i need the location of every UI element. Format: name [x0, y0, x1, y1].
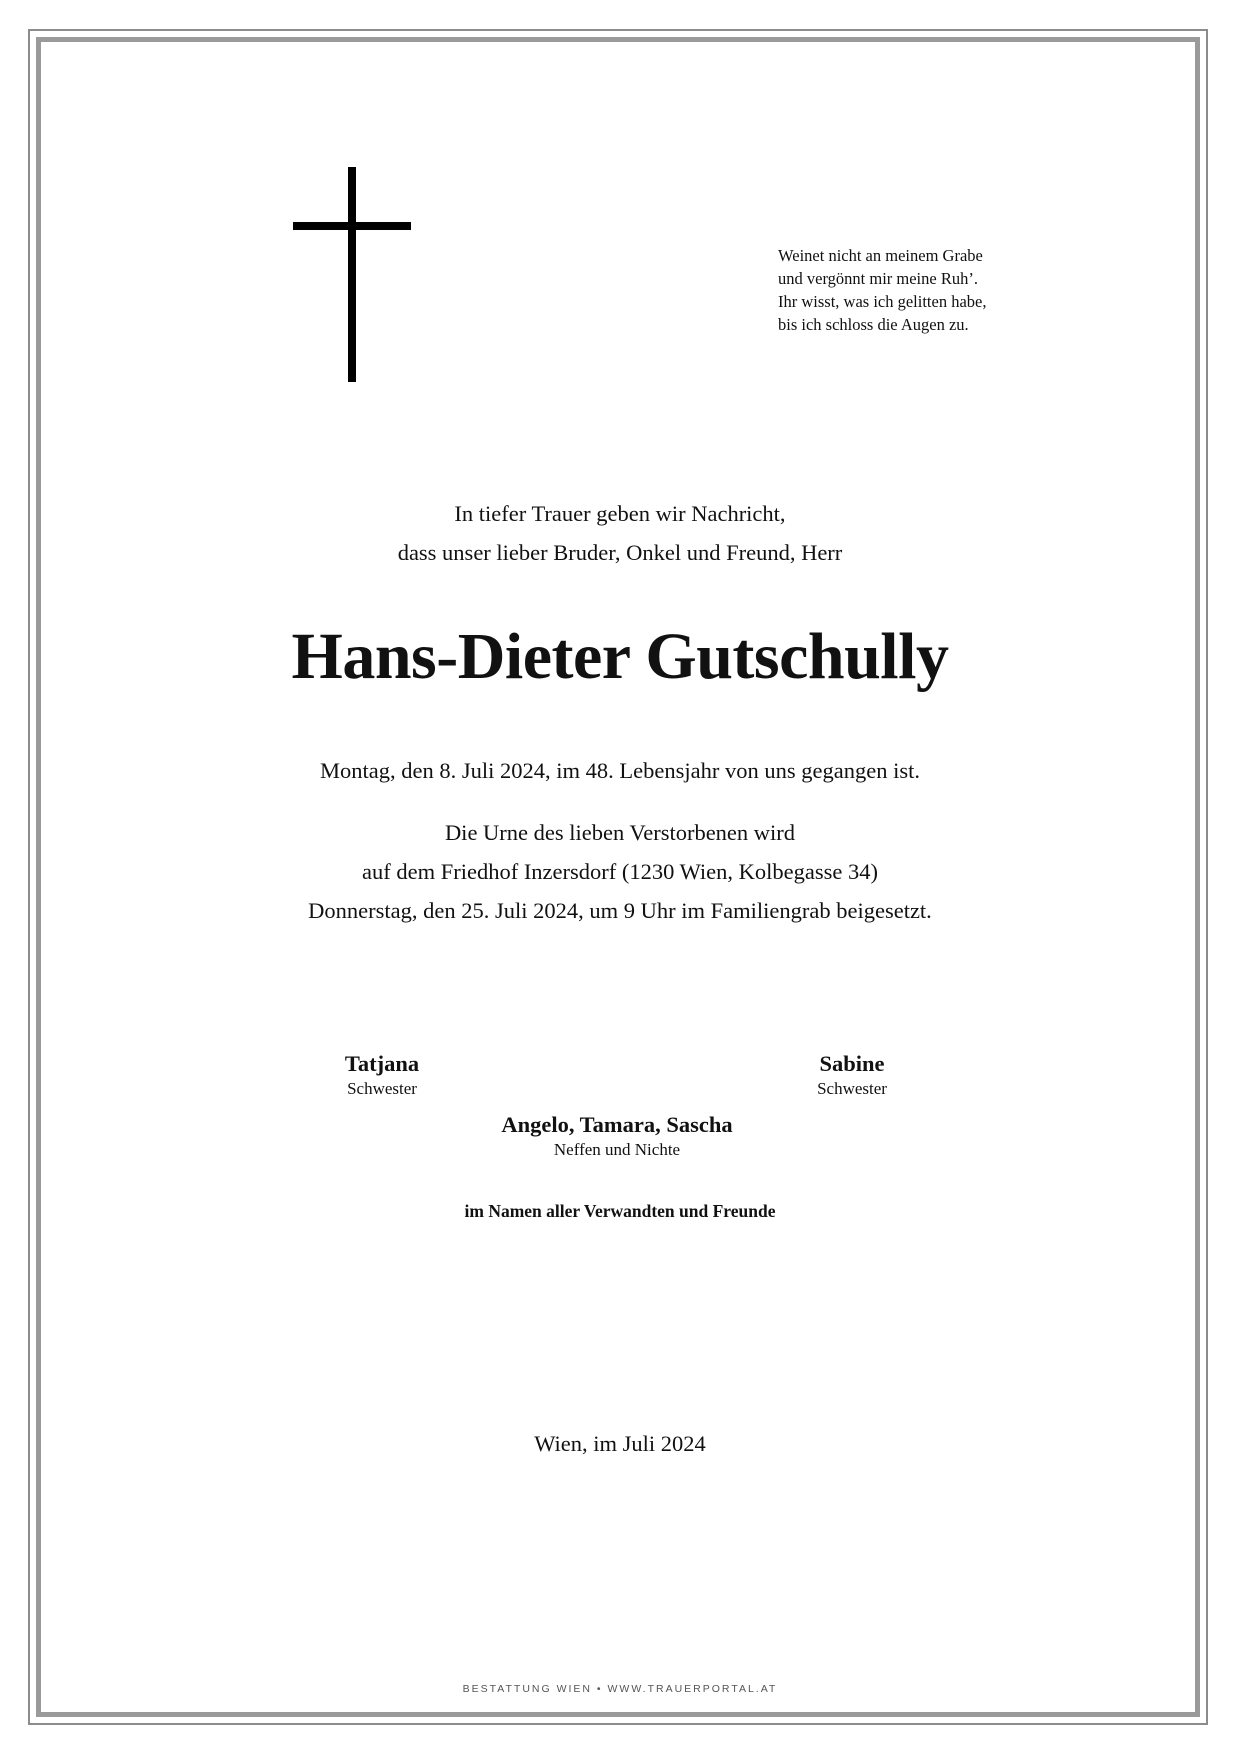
- mourner-right: [652, 1050, 1052, 1100]
- poem-line: bis ich schloss die Augen zu.: [778, 315, 969, 334]
- poem-verse: [778, 244, 987, 336]
- poem-line: und vergönnt mir meine Ruh’.: [778, 269, 978, 288]
- burial-line: auf dem Friedhof Inzersdorf (1230 Wien, Kolbegasse 34): [361, 859, 879, 884]
- place-date: Wien, im Juli 2024: [534, 1431, 706, 1456]
- intro-line: In tiefer Trauer geben wir Nachricht,: [454, 501, 786, 526]
- cross-vertical-bar: [348, 167, 356, 382]
- mourner-center: [417, 1111, 817, 1161]
- death-date-line: Montag, den 8. Juli 2024, im 48. Lebensjahr von uns gegangen ist.: [320, 758, 920, 783]
- footer-credit: BESTATTUNG WIEN • WWW.TRAUERPORTAL.AT: [462, 1683, 778, 1695]
- deceased-name: Hans-Dieter Gutschully: [291, 620, 949, 693]
- mourner-name: Tatjana: [344, 1051, 420, 1076]
- cross-horizontal-bar: [293, 222, 411, 230]
- mourner-name: Sabine: [819, 1051, 885, 1076]
- closing-line: im Namen aller Verwandten und Freunde: [464, 1201, 776, 1221]
- mourner-role: Schwester: [817, 1079, 887, 1098]
- burial-details: [0, 813, 1240, 930]
- mourner-name: Angelo, Tamara, Sascha: [501, 1112, 733, 1137]
- burial-line: Donnerstag, den 25. Juli 2024, um 9 Uhr im Familiengrab beigesetzt.: [308, 898, 932, 923]
- burial-line: Die Urne des lieben Verstorbenen wird: [444, 820, 796, 845]
- poem-line: Ihr wisst, was ich gelitten habe,: [778, 292, 987, 311]
- mourner-role: Neffen und Nichte: [553, 1140, 681, 1159]
- intro-line: dass unser lieber Bruder, Onkel und Freund, Herr: [397, 540, 843, 565]
- mourner-role: Schwester: [347, 1079, 417, 1098]
- announcement-intro: [0, 494, 1240, 572]
- poem-line: Weinet nicht an meinem Grabe: [778, 246, 983, 265]
- mourner-left: [182, 1050, 582, 1100]
